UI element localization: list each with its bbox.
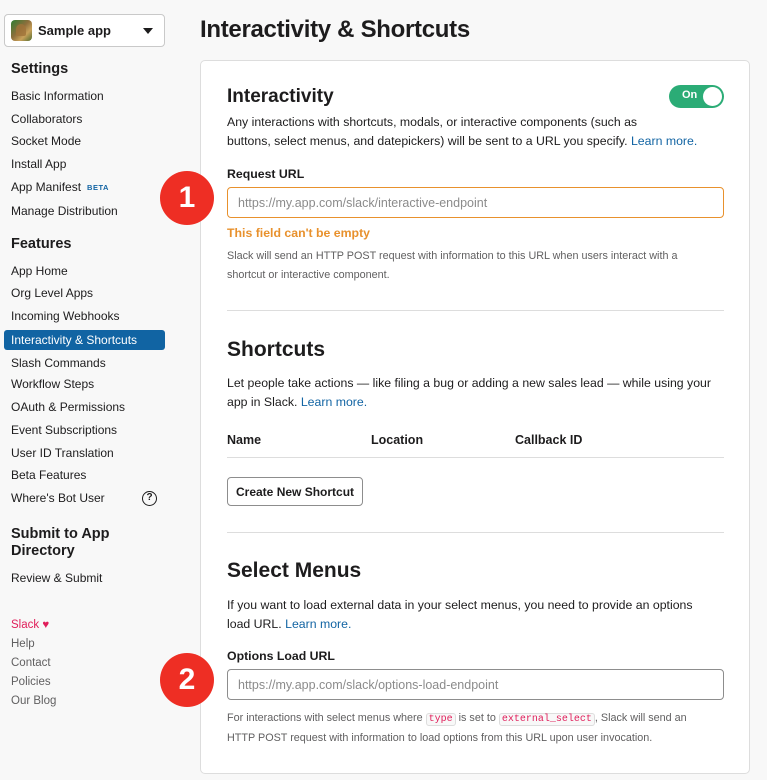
sidebar-item-label: App Manifest — [11, 180, 82, 194]
sidebar-item-collaborators[interactable]: Collaborators — [11, 112, 83, 126]
annotation-marker-1: 1 — [160, 171, 214, 225]
settings-heading: Settings — [11, 61, 69, 77]
sidebar-item-beta-features[interactable]: Beta Features — [11, 468, 87, 482]
sidebar-item-oauth-permissions[interactable]: OAuth & Permissions — [11, 400, 126, 414]
submit-heading — [11, 526, 110, 560]
hint-line — [227, 709, 724, 729]
sidebar-item-slash-commands[interactable]: Slash Commands — [11, 356, 106, 370]
sidebar — [0, 0, 172, 780]
shortcuts-description — [227, 374, 727, 412]
sidebar-item-event-subscriptions[interactable]: Event Subscriptions — [11, 423, 118, 437]
request-url-hint — [227, 247, 724, 285]
footer-slack-label: Slack — [11, 619, 40, 631]
interactivity-description — [227, 113, 727, 151]
description-text: buttons, select menus, and datepickers) will be sent to a URL you specify. — [227, 134, 628, 148]
description-line — [227, 393, 727, 412]
sidebar-item-wheres-bot-user[interactable]: Where's Bot User — [11, 491, 105, 505]
hint-text: is set to — [455, 712, 499, 724]
description-text: app in Slack. — [227, 395, 298, 409]
description-text: load URL. — [227, 617, 282, 631]
hint-line: HTTP POST request with information to load options from this URL upon user invocation. — [227, 732, 653, 744]
section-divider — [227, 310, 724, 311]
sidebar-item-socket-mode[interactable]: Socket Mode — [11, 134, 82, 148]
request-url-error: This field can't be empty — [227, 226, 370, 240]
sidebar-item-basic-information[interactable]: Basic Information — [11, 89, 104, 103]
select-menus-title: Select Menus — [227, 559, 362, 582]
app-icon — [11, 20, 32, 41]
hint-text: For interactions with select menus where — [227, 712, 426, 724]
description-line — [227, 615, 727, 634]
column-header-name: Name — [227, 433, 262, 447]
sidebar-item-incoming-webhooks[interactable]: Incoming Webhooks — [11, 309, 120, 323]
hint-text: , Slack will send an — [594, 712, 687, 724]
code-external-select: external_select — [499, 713, 595, 726]
table-header-divider — [227, 457, 724, 458]
features-heading: Features — [11, 236, 72, 252]
footer-slack-link[interactable] — [11, 619, 49, 631]
heart-icon: ♥ — [42, 619, 50, 631]
sidebar-item-workflow-steps[interactable]: Workflow Steps — [11, 377, 95, 391]
chevron-down-icon — [143, 28, 153, 34]
description-line: Let people take actions — like filing a bug or adding a new sales lead — while using your — [227, 376, 711, 390]
submit-heading-line1: Submit to App — [11, 526, 110, 542]
toggle-label: On — [682, 89, 698, 101]
request-url-input[interactable] — [227, 187, 724, 218]
beta-badge: BETA — [87, 183, 109, 192]
footer-policies-link[interactable]: Policies — [11, 676, 51, 688]
hint-line: shortcut or interactive component. — [227, 269, 390, 281]
help-icon[interactable]: ? — [142, 491, 157, 506]
footer-help-link[interactable]: Help — [11, 638, 35, 650]
create-new-shortcut-button[interactable]: Create New Shortcut — [227, 477, 363, 506]
sidebar-item-interactivity-shortcuts[interactable]: Interactivity & Shortcuts — [4, 330, 165, 350]
options-load-url-label: Options Load URL — [227, 649, 335, 663]
footer-contact-link[interactable]: Contact — [11, 657, 51, 669]
annotation-marker-2: 2 — [160, 653, 214, 707]
shortcuts-title: Shortcuts — [227, 338, 326, 361]
sidebar-item-app-manifest[interactable] — [11, 178, 109, 196]
learn-more-link[interactable]: Learn more. — [630, 134, 698, 148]
sidebar-item-app-home[interactable]: App Home — [11, 264, 68, 278]
description-line — [227, 132, 727, 151]
sidebar-item-review-submit[interactable]: Review & Submit — [11, 571, 103, 585]
options-load-url-input[interactable] — [227, 669, 724, 700]
column-header-callback-id: Callback ID — [515, 433, 583, 447]
hint-line: Slack will send an HTTP POST request with information to this URL when users interact with a — [227, 250, 678, 262]
sidebar-item-org-level-apps[interactable]: Org Level Apps — [11, 286, 94, 300]
sidebar-item-manage-distribution[interactable]: Manage Distribution — [11, 204, 118, 218]
description-line: Any interactions with shortcuts, modals, or interactive components (such as — [227, 115, 638, 129]
page-title: Interactivity & Shortcuts — [200, 16, 470, 43]
interactivity-title: Interactivity — [227, 86, 334, 107]
select-menus-description — [227, 596, 727, 634]
sidebar-item-user-id-translation[interactable]: User ID Translation — [11, 446, 114, 460]
options-load-url-hint — [227, 709, 724, 748]
learn-more-link[interactable]: Learn more. — [300, 395, 368, 409]
section-divider — [227, 532, 724, 533]
description-line: If you want to load external data in your select menus, you need to provide an options — [227, 598, 693, 612]
code-type: type — [426, 713, 456, 726]
sidebar-item-install-app[interactable]: Install App — [11, 157, 67, 171]
footer-blog-link[interactable]: Our Blog — [11, 695, 57, 707]
app-selector[interactable] — [4, 14, 165, 47]
column-header-location: Location — [371, 433, 424, 447]
request-url-label: Request URL — [227, 167, 305, 181]
submit-heading-line2: Directory — [11, 543, 75, 559]
learn-more-link[interactable]: Learn more. — [285, 617, 352, 631]
settings-card — [200, 60, 750, 774]
interactivity-toggle[interactable] — [669, 85, 724, 108]
toggle-knob — [703, 87, 722, 106]
app-name: Sample app — [38, 23, 111, 38]
